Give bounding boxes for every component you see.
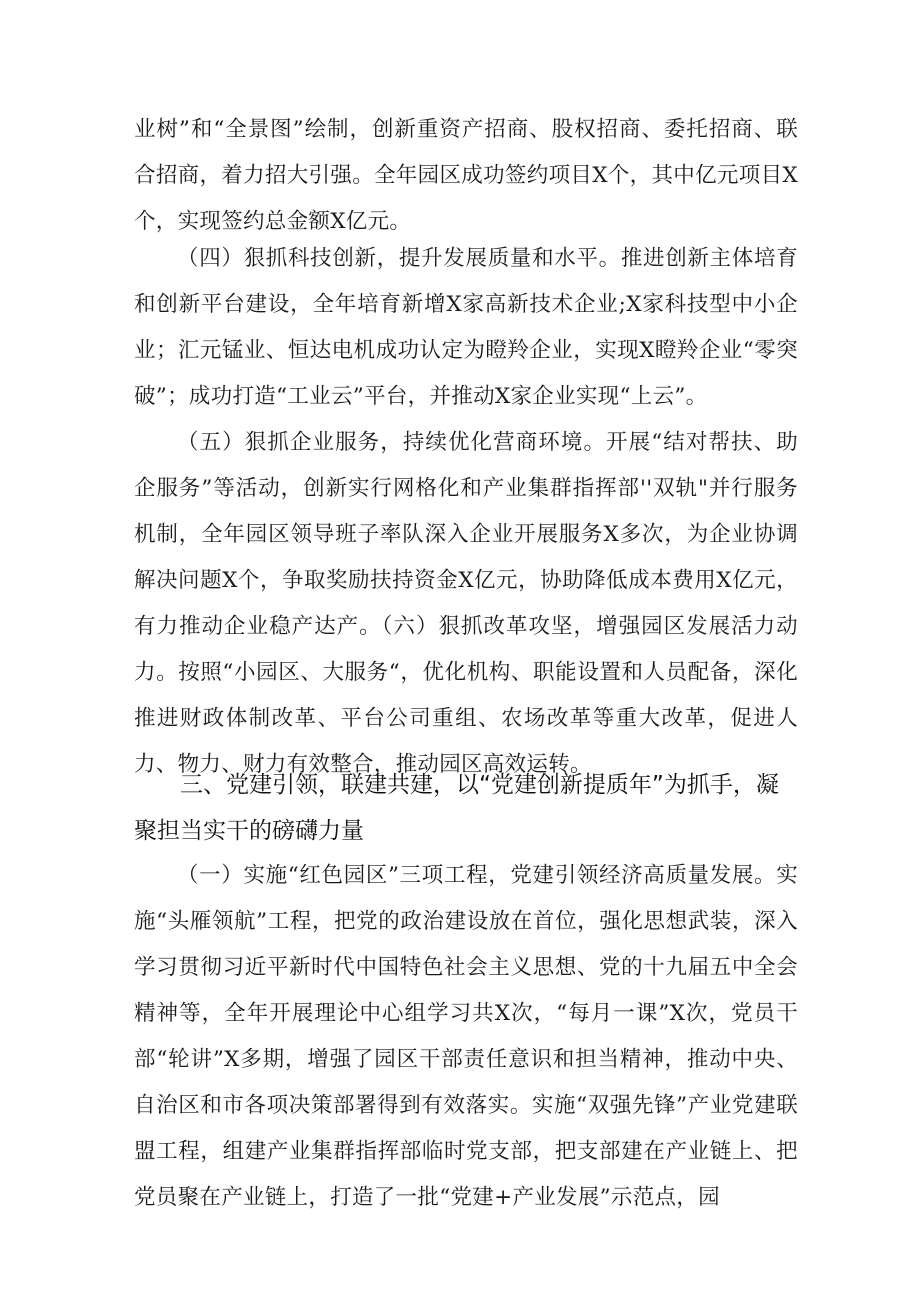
paragraph-enterprise-service: （五）狠抓企业服务，持续优化营商环境。开展“结对帮扶、助企服务”等活动，创新实行网格化和产业集群指挥部''双轨"并行服务机制，全年园区领导班子率队深入企业开展服务X多次，为企业协调解决问题X个，争取奖励扶持资金X亿元，协助降低成本费用X亿元，有力推动企业稳产达产。（六）狠抓改革攻坚，增强园区发展活力动力。按照“小园区、大服务“，优化机构、职能设置和人员配备，深化推进财政体制改革、平台公司重组、农场改革等重大改革，促进人力、物力、财力有效整合，推动园区高效运转。 (134, 430, 798, 777)
paragraph-red-park: （一）实施“红色园区”三项工程，党建引领经济高质量发展。实施“头雁领航”工程，把党的政治建设放在首位，强化思想武装，深入学习贯彻习近平新时代中国特色社会主义思想、党的十九届五中全会精神等，全年开展理论中心组学习共X次，“每月一课”X次，党员干部“轮讲”X多期，增强了园区干部责任意识和担当精神，推动中央、自治区和市各项决策部署得到有效落实。实施“双强先锋”产业党建联盟工程，组建产业集群指挥部临时党支部，把支部建在产业链上、把党员聚在产业链上，打造了一批“党建+产业发展”示范点，园 (134, 863, 798, 1210)
paragraph-tech-innovation: （四）狠抓科技创新，提升发展质量和水平。推进创新主体培育和创新平台建设，全年培育新增X家高新技术企业;X家科技型中小企业；汇元锰业、恒达电机成功认定为瞪羚企业，实现X瞪羚企业“零突破”；成功打造“工业云”平台，并推动X家企业实现“上云”。 (134, 246, 798, 409)
paragraph-continuation: 业树”和“全景图”绘制，创新重资产招商、股权招商、委托招商、联合招商，着力招大引强。全年园区成功签约项目X个，其中亿元项目X个，实现签约总金额X亿元。 (134, 117, 798, 234)
section-heading: 三、党建引领，联建共建，以“党建创新提质年”为抓手，凝聚担当实干的磅礴力量 (134, 772, 779, 844)
